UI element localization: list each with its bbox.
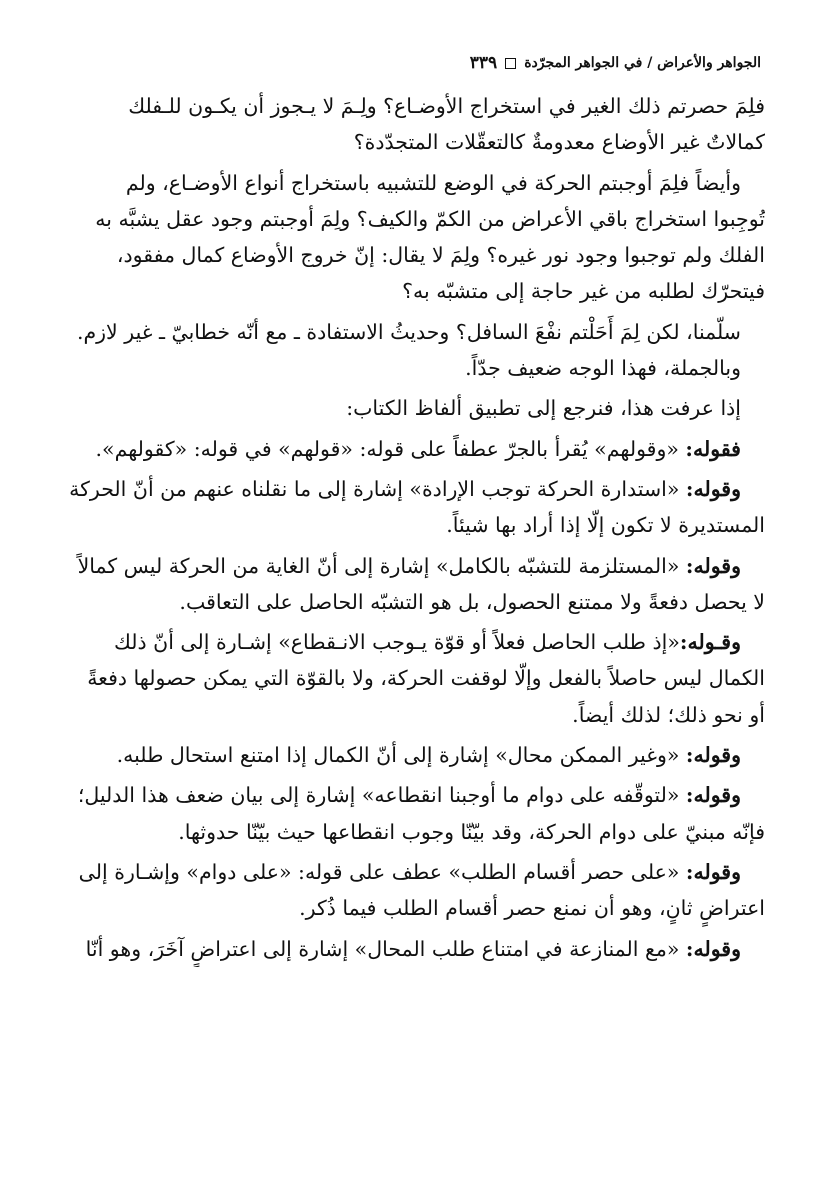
square-separator-icon bbox=[505, 58, 516, 69]
paragraph bbox=[62, 777, 765, 850]
text-line bbox=[62, 390, 765, 426]
text-line bbox=[62, 814, 765, 850]
text-line bbox=[62, 273, 765, 309]
line-text: كمالاتٌ غير الأوضاع معدومةٌ كالتعقّلات المتجدّدة؟ bbox=[353, 130, 765, 155]
text-line bbox=[62, 548, 765, 584]
line-text: فيتحرّك لطلبه من غير حاجة إلى متشبّه به؟ bbox=[402, 279, 765, 304]
text-line bbox=[62, 88, 765, 124]
text-line bbox=[62, 777, 765, 813]
page-header bbox=[62, 38, 765, 88]
lemma-keyword: وقوله: bbox=[685, 936, 741, 961]
line-text: المستديرة لا تكون إلّا إذا أراد بها شيئاً. bbox=[446, 513, 765, 538]
text-line bbox=[62, 697, 765, 733]
text-line bbox=[62, 854, 765, 890]
lemma-keyword: وقوله: bbox=[685, 783, 741, 808]
paragraph bbox=[62, 431, 765, 467]
line-text: «استدارة الحركة توجب الإرادة» إشارة إلى ما نقلناه عنهم من أنّ الحركة bbox=[69, 476, 686, 501]
line-text: «المستلزمة للتشبّه بالكامل» إشارة إلى أنّ الغاية من الحركة ليس كمالاً bbox=[77, 553, 686, 578]
page-body bbox=[62, 88, 765, 967]
line-text: «وقولهم» يُقرأ بالجرّ عطفاً على قوله: «قولهم» في قوله: «كقولهم». bbox=[95, 436, 686, 461]
text-line bbox=[62, 931, 765, 967]
line-text: «مع المنازعة في امتناع طلب المحال» إشارة إلى اعتراضٍ آخَرَ، وهو أنّا bbox=[85, 936, 686, 961]
line-text: اعتراضٍ ثانٍ، وهو أن نمنع حصر أقسام الطلب فيما ذُكر. bbox=[299, 896, 765, 921]
paragraph bbox=[62, 737, 765, 773]
paragraph bbox=[62, 88, 765, 161]
line-text: الفلك ولم توجبوا وجود نور غيره؟ ولِمَ لا يقال: إنّ خروج الأوضاع كمال مفقود، bbox=[116, 243, 765, 268]
paragraph bbox=[62, 471, 765, 544]
lemma-keyword: وقوله: bbox=[685, 476, 741, 501]
text-line bbox=[62, 350, 765, 386]
text-line bbox=[62, 165, 765, 201]
paragraph bbox=[62, 390, 765, 426]
paragraph bbox=[62, 165, 765, 310]
line-text: وأيضاً فلِمَ أوجبتم الحركة في الوضع للتشبيه باستخراج أنواع الأوضـاع، ولم bbox=[125, 170, 741, 195]
text-line bbox=[62, 624, 765, 660]
text-line bbox=[62, 890, 765, 926]
paragraph bbox=[62, 854, 765, 927]
text-line bbox=[62, 431, 765, 467]
lemma-keyword: وقوله: bbox=[685, 553, 741, 578]
lemma-keyword: وقوله: bbox=[685, 859, 741, 884]
book-page bbox=[62, 38, 765, 1182]
line-text: لا يحصل دفعةً ولا ممتنع الحصول، بل هو التشبّه الحاصل على التعاقب. bbox=[179, 589, 765, 614]
text-line bbox=[62, 660, 765, 696]
line-text: وبالجملة، فهذا الوجه ضعيف جدّاً. bbox=[465, 356, 741, 381]
text-line bbox=[62, 507, 765, 543]
paragraph bbox=[62, 314, 765, 387]
line-text: «على حصر أقسام الطلب» عطف على قوله: «على دوام» وإشـارة إلى bbox=[78, 859, 686, 884]
text-line bbox=[62, 314, 765, 350]
line-text: سلّمنا، لكن لِمَ أَحَلْتم نفْعَ السافل؟ وحديثُ الاستفادة ـ مع أنّه خطابيّ ـ غير لازم. bbox=[76, 319, 741, 344]
paragraph bbox=[62, 624, 765, 733]
line-text: «إذ طلب الحاصل فعلاً أو قوّة يـوجب الانـقطاع» إشـارة إلى أنّ ذلك bbox=[114, 630, 680, 655]
line-text: فإنّه مبنيّ على دوام الحركة، وقد بيّنّا وجوب انقطاعها حيث بيّنّا حدوثها. bbox=[178, 819, 765, 844]
lemma-keyword: وقوله: bbox=[685, 743, 741, 768]
line-text: فلِمَ حصرتم ذلك الغير في استخراج الأوضـاع؟ ولِـمَ لا يـجوز أن يكـون للـفلك bbox=[128, 94, 765, 118]
lemma-keyword: وقـوله: bbox=[679, 630, 741, 655]
page-number: ٣٣٩ bbox=[469, 53, 498, 73]
line-text: «وغير الممكن محال» إشارة إلى أنّ الكمال إذا امتنع استحال طلبه. bbox=[116, 743, 686, 768]
line-text: أو نحو ذلك؛ لذلك أيضاً. bbox=[572, 702, 765, 727]
text-line bbox=[62, 584, 765, 620]
lemma-keyword: فقوله: bbox=[685, 436, 741, 461]
paragraph bbox=[62, 548, 765, 621]
text-line bbox=[62, 737, 765, 773]
paragraph bbox=[62, 931, 765, 967]
text-line bbox=[62, 237, 765, 273]
text-line bbox=[62, 471, 765, 507]
line-text: تُوجِبوا استخراج باقي الأعراض من الكمّ والكيف؟ ولِمَ أوجبتم وجود عقل يشبَّه به bbox=[95, 206, 765, 231]
line-text: الكمال ليس حاصلاً بالفعل وإلّا لوقفت الحركة، ولا بالقوّة التي يمكن حصولها دفعةً bbox=[87, 666, 765, 691]
line-text: «لتوقّفه على دوام ما أوجبنا انقطاعه» إشارة إلى بيان ضعف هذا الدليل؛ bbox=[77, 783, 686, 808]
text-line bbox=[62, 124, 765, 160]
line-text: إذا عرفت هذا، فنرجع إلى تطبيق ألفاظ الكتاب: bbox=[346, 396, 741, 421]
running-title: الجواهر والأعراض / في الجواهر المجرّدة bbox=[524, 55, 761, 71]
text-line bbox=[62, 201, 765, 237]
